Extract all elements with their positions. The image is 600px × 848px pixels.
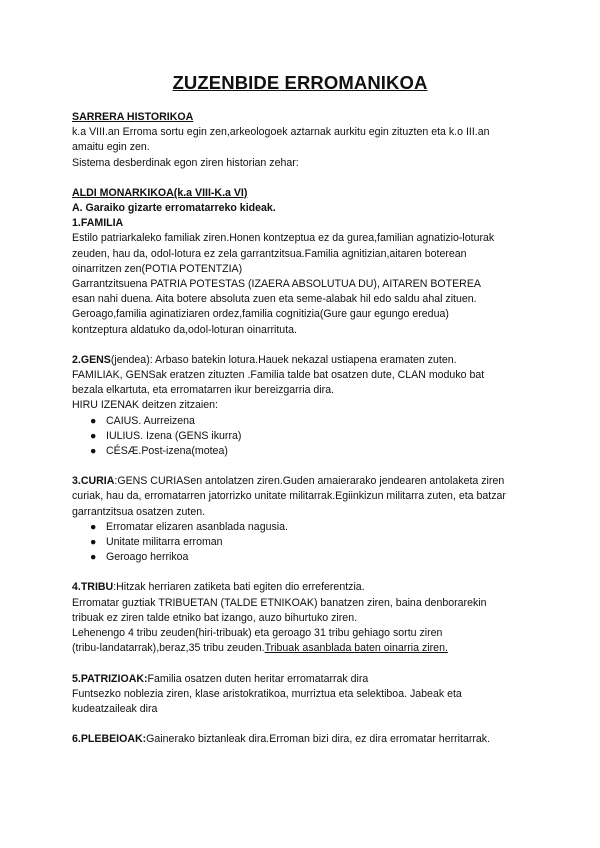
list-item — [90, 414, 552, 429]
paragraph-line: Funtsezko noblezia ziren, klase aristokratikoa, murriztua eta selektiboa. Jabeak eta — [72, 687, 462, 700]
paragraph-line: Estilo patriarkaleko familiak ziren.Honen kontzeptua ez da gurea,familian agnatizio-loturak — [72, 232, 495, 245]
paragraph-gens-first — [72, 353, 552, 368]
bullet-icon: ● — [90, 536, 97, 549]
list-item-text: CAIUS. Aurreizena — [106, 414, 195, 427]
document-body — [72, 110, 552, 747]
paragraph-line: zeuden, hau da, odol-lotura ez zela garrantzitsua.Familia agnitizian,aitaren boterean — [72, 247, 467, 260]
heading-plebeioak: 6.PLEBEIOAK: — [72, 733, 147, 746]
paragraph-line: Lehenengo 4 tribu zeuden(hiri-tribuak) eta geroago 31 tribu gehiago sortu ziren — [72, 627, 443, 640]
paragraph-line: garrantzitsua osatzen zuten. — [72, 505, 206, 518]
list-item-text: Geroago herrikoa — [106, 551, 189, 564]
inline-text: :Hitzak herriaren zatiketa bati egiten dio erreferentzia. — [113, 581, 365, 594]
list-item-text: Erromatar elizaren asanblada nagusia. — [106, 520, 288, 533]
paragraph-line: tribuak ez ziren talde etniko bat izango, auzo bihurtuko ziren. — [72, 611, 358, 624]
bullet-icon: ● — [90, 414, 97, 427]
heading-patrizioak: 5.PATRIZIOAK: — [72, 672, 148, 685]
bullet-icon: ● — [90, 445, 97, 458]
subsection-heading: A. Garaiko gizarte erromatarreko kideak. — [72, 202, 276, 215]
paragraph-line: amaitu egin zen. — [72, 141, 150, 154]
gens-bullet-list — [72, 414, 552, 460]
paragraph-curia-first — [72, 474, 552, 489]
bullet-icon: ● — [90, 429, 97, 442]
inline-text: Familia osatzen duten heritar erromatarrak dira — [147, 672, 369, 685]
list-item — [90, 429, 552, 444]
paragraph-line: Sistema desberdinak egon ziren historian zehar: — [72, 156, 299, 169]
paragraph-plebeioak-first — [72, 732, 552, 747]
section-heading-aldi-monarkikoa: ALDI MONARKIKOA(k.a VIII-K.a VI) — [72, 186, 248, 199]
paragraph-line: kontzeptura aldatuko da,odol-loturan oinarrituta. — [72, 323, 297, 336]
inline-text: (tribu-landatarrak),beraz,35 tribu zeuden. — [72, 642, 265, 655]
paragraph-line: Erromatar guztiak TRIBUETAN (TALDE ETNIKOAK) banatzen ziren, baina denborarekin — [72, 596, 487, 609]
paragraph-line: esan nahi duena. Aita botere absoluta zuen eta seme-alabak hil edo saldu ahal zituen. — [72, 293, 477, 306]
section-heading-sarrera: SARRERA HISTORIKOA — [72, 111, 194, 123]
underlined-text: Tribuak asanblada baten oinarria ziren. — [264, 642, 448, 655]
inline-text: :GENS CURIASen antolatzen ziren.Guden amaierarako jendearen antolaketa ziren — [114, 475, 505, 488]
bullet-icon: ● — [90, 551, 97, 564]
heading-familia: 1.FAMILIA — [72, 217, 124, 230]
paragraph-line: k.a VIII.an Erroma sortu egin zen,arkeologoek aztarnak aurkitu egin zituzten eta k.o III.an — [72, 126, 490, 139]
paragraph-tribu-first — [72, 580, 552, 595]
paragraph-line: Garrantzitsuena PATRIA POTESTAS (IZAERA ABSOLUTUA DU), AITAREN BOTEREA — [72, 278, 481, 291]
paragraph-line: FAMILIAK, GENSak eratzen zituzten .Familia talde bat osatzen dute, CLAN moduko bat — [72, 369, 485, 382]
inline-text: (jendea): Arbaso batekin lotura.Hauek nekazal ustiapena eramaten zuten. — [110, 353, 457, 366]
list-item — [90, 444, 552, 459]
paragraph-line: curiak, hau da, erromatarren jatorrizko unitate militarrak.Egiinkizun militarra zuten, eta batzar — [72, 490, 506, 503]
heading-tribu: 4.TRIBU — [72, 581, 114, 594]
paragraph-line: bezala elkartuta, eta erromatarren ikur bereizgarria dira. — [72, 384, 335, 397]
list-item — [90, 520, 552, 535]
document-title: ZUZENBIDE ERROMANIKOA — [172, 72, 428, 93]
inline-text: Gainerako biztanleak dira.Erroman bizi dira, ez dira erromatar herritarrak. — [146, 733, 491, 746]
list-item-text: Unitate militarra erroman — [106, 536, 223, 549]
paragraph-line — [72, 641, 552, 656]
list-item — [90, 535, 552, 550]
list-item-text: IULIUS. Izena (GENS ikurra) — [106, 429, 242, 442]
paragraph-patrizioak-first — [72, 672, 552, 687]
paragraph-line: HIRU IZENAK deitzen zitzaien: — [72, 399, 219, 412]
heading-gens: 2.GENS — [72, 353, 111, 366]
paragraph-line: oinarritzen zen(POTIA POTENTZIA) — [72, 262, 243, 275]
paragraph-line: Geroago,familia aginatiziaren ordez,familia cognitizia(Gure gaur egungo eredua) — [72, 308, 449, 321]
list-item — [90, 550, 552, 565]
heading-curia: 3.CURIA — [72, 475, 115, 488]
bullet-icon: ● — [90, 520, 97, 533]
list-item-text: CÉSÆ.Post-izena(motea) — [106, 445, 228, 458]
paragraph-line: kudeatzaileak dira — [72, 702, 158, 715]
curia-bullet-list — [72, 520, 552, 566]
